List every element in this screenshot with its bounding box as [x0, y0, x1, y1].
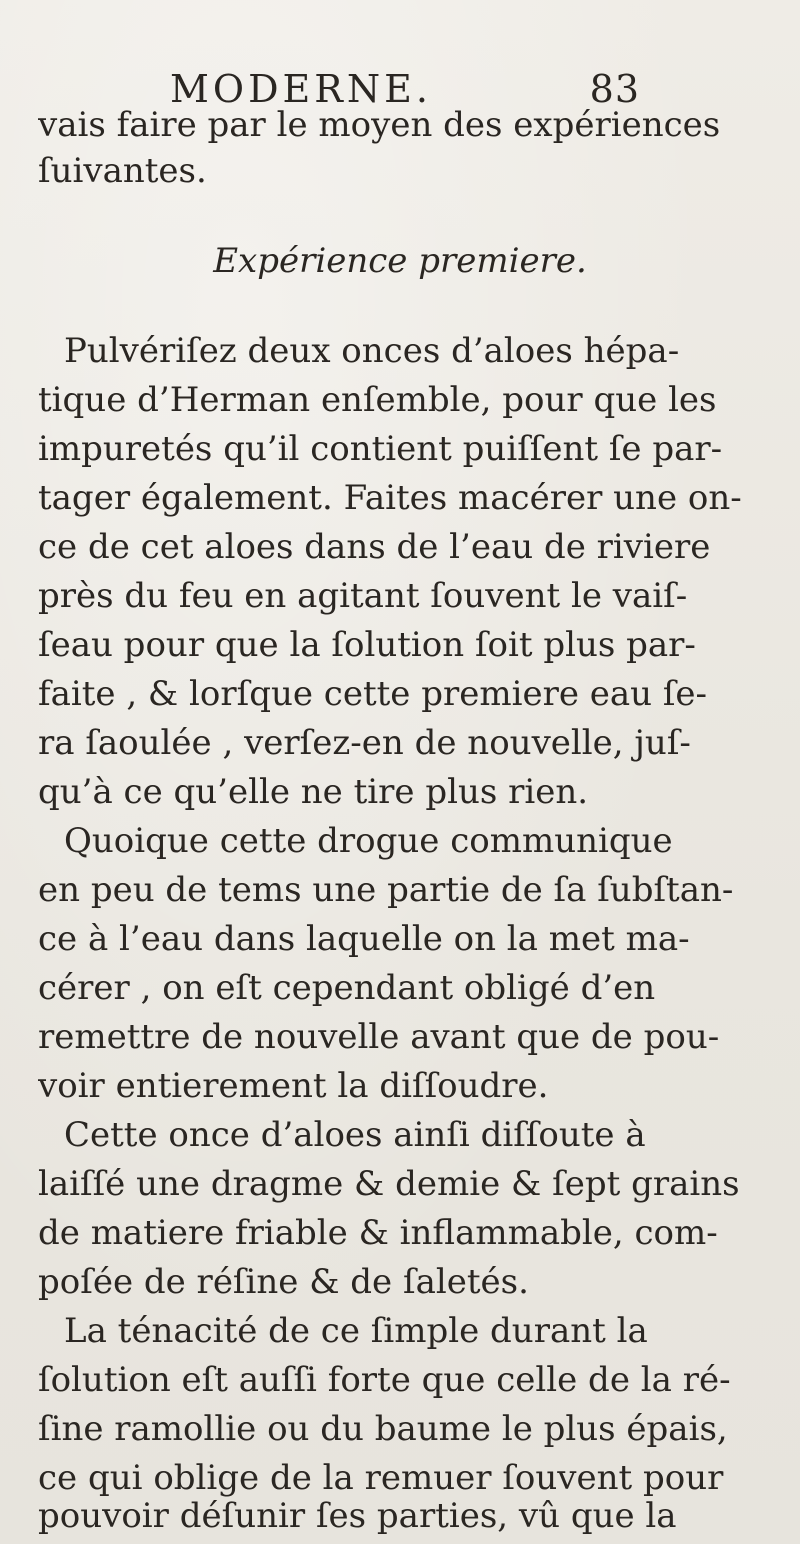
paragraph-line: qu’à ce qu’elle ne tire plus rien. — [38, 772, 589, 812]
paragraph-line: tique d’Herman enſemble, pour que les — [38, 380, 717, 420]
paragraph-line: poſée de réſine & de ſaletés. — [38, 1262, 529, 1302]
paragraph-line: Quoique cette drogue communique — [64, 821, 673, 861]
paragraph-line: de matiere friable & inflammable, com- — [38, 1213, 718, 1253]
paragraph-line: ſeau pour que la ſolution ſoit plus par- — [38, 625, 696, 665]
paragraph-line: La ténacité de ce ſimple durant la — [64, 1311, 648, 1351]
paragraph-line: ce de cet aloes dans de l’eau de riviere — [38, 527, 711, 567]
paragraph-line: Cette once d’aloes ainſi diſſoute à — [64, 1115, 646, 1155]
text-line: ſuivantes. — [38, 151, 207, 191]
paragraph-line: près du feu en agitant ſouvent le vaiſ- — [38, 576, 688, 616]
paragraph-line: tager également. Faites macérer une on- — [38, 478, 742, 518]
paragraph-line: laiſſé une dragme & demie & ſept grains — [38, 1164, 740, 1204]
paragraph-line: remettre de nouvelle avant que de pou- — [38, 1017, 720, 1057]
section-heading: Expérience premiere. — [213, 241, 587, 281]
page-number: 83 — [589, 67, 640, 111]
paragraph-line: ſine ramollie ou du baume le plus épais, — [38, 1409, 728, 1449]
running-head-title: MODERNE. — [170, 67, 432, 111]
paragraph-line: faite , & lorſque cette premiere eau ſe- — [38, 674, 708, 714]
paragraph-line: impuretés qu’il contient puiſſent ſe par- — [38, 429, 723, 469]
paragraph-line: en peu de tems une partie de ſa ſubſtan- — [38, 870, 734, 910]
paragraph-line: ce qui oblige de la remuer ſouvent pour — [38, 1458, 724, 1498]
paragraph-line: Pulvériſez deux onces d’aloes hépa- — [64, 331, 680, 371]
paragraph-line: voir entierement la diſſoudre. — [38, 1066, 549, 1106]
paragraph-line: pouvoir déſunir ſes parties, vû que la — [38, 1496, 677, 1536]
paragraph-line: ſolution eſt auſſi forte que celle de la ré- — [38, 1360, 731, 1400]
paragraph-line: ce à l’eau dans laquelle on la met ma- — [38, 919, 690, 959]
paragraph-line: ra ſaoulée , verſez-en de nouvelle, juſ- — [38, 723, 691, 763]
paragraph-line: cérer , on eſt cependant obligé d’en — [38, 968, 656, 1008]
text-line: vais faire par le moyen des expériences — [38, 105, 721, 145]
